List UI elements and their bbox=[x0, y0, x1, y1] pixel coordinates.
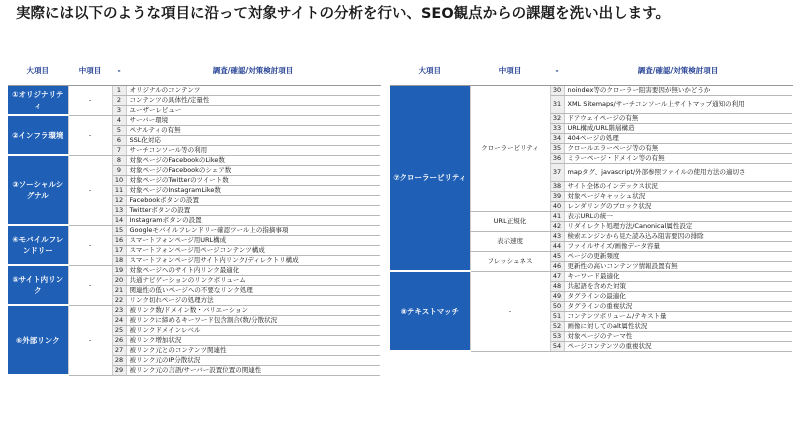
item-number: 25 bbox=[112, 325, 126, 335]
header-major: 大項目 bbox=[8, 57, 68, 85]
item-text: ファイルサイズ/画像データ容量 bbox=[564, 241, 792, 251]
item-number: 14 bbox=[112, 215, 126, 225]
item-number: 8 bbox=[112, 155, 126, 165]
item-text: ユーザーレビュー bbox=[126, 105, 380, 115]
item-number: 52 bbox=[550, 321, 564, 331]
item-text: コンテンツボリューム/テキスト量 bbox=[564, 311, 792, 321]
item-text: スマートフォンページ用URL構成 bbox=[126, 235, 380, 245]
item-text: 共起語を含めた対策 bbox=[564, 281, 792, 291]
item-number: 36 bbox=[550, 153, 564, 163]
item-number: 42 bbox=[550, 221, 564, 231]
item-number: 10 bbox=[112, 175, 126, 185]
mid-category-cell: - bbox=[68, 265, 112, 305]
item-number: 51 bbox=[550, 311, 564, 321]
item-text: 被リンク元のIP分散状況 bbox=[126, 355, 380, 365]
major-category-cell: ⑧テキストマッチ bbox=[390, 271, 470, 351]
mid-category-cell: フレッシュネス bbox=[470, 251, 550, 271]
item-text: Googleモバイルフレンドリー確認ツール上の指摘事項 bbox=[126, 225, 380, 235]
item-number: 12 bbox=[112, 195, 126, 205]
header-dot: - bbox=[112, 57, 126, 85]
item-number: 31 bbox=[550, 95, 564, 113]
analysis-table-right bbox=[390, 57, 793, 352]
table-row bbox=[8, 85, 380, 95]
item-number: 53 bbox=[550, 331, 564, 341]
item-number: 38 bbox=[550, 181, 564, 191]
item-text: リンク切れページの処理方法 bbox=[126, 295, 380, 305]
item-text: 更新性の高いコンテンツ情報設置有無 bbox=[564, 261, 792, 271]
item-number: 27 bbox=[112, 345, 126, 355]
mid-category-cell: - bbox=[68, 305, 112, 375]
major-category-cell: ⑥外部リンク bbox=[8, 305, 68, 375]
item-number: 3 bbox=[112, 105, 126, 115]
item-text: キーワード最適化 bbox=[564, 271, 792, 281]
item-number: 43 bbox=[550, 231, 564, 241]
item-number: 30 bbox=[550, 85, 564, 95]
item-text: SSL化対応 bbox=[126, 135, 380, 145]
table-row bbox=[8, 265, 380, 275]
item-text: URL構成/URL階層構造 bbox=[564, 123, 792, 133]
item-text: Facebookボタンの設置 bbox=[126, 195, 380, 205]
item-number: 40 bbox=[550, 201, 564, 211]
item-text: 対象ページのTwitterのツイート数 bbox=[126, 175, 380, 185]
mid-category-cell: 表示速度 bbox=[470, 231, 550, 251]
item-text: 表示URLの統一 bbox=[564, 211, 792, 221]
item-text: 共通ナビゲーションのリンクボリューム bbox=[126, 275, 380, 285]
item-number: 16 bbox=[112, 235, 126, 245]
item-number: 24 bbox=[112, 315, 126, 325]
mid-category-cell: - bbox=[68, 155, 112, 225]
item-text: 被リンク元の言語/サーバー設置位置の関連性 bbox=[126, 365, 380, 375]
item-number: 13 bbox=[112, 205, 126, 215]
item-number: 28 bbox=[112, 355, 126, 365]
item-text: ページの更新頻度 bbox=[564, 251, 792, 261]
item-number: 47 bbox=[550, 271, 564, 281]
table-row bbox=[8, 225, 380, 235]
item-number: 29 bbox=[112, 365, 126, 375]
item-text: サーバー環境 bbox=[126, 115, 380, 125]
analysis-table-left bbox=[8, 57, 381, 376]
item-text: Twitterボタンの設置 bbox=[126, 205, 380, 215]
item-text: 関連性の低いページへの不要なリンク処理 bbox=[126, 285, 380, 295]
item-number: 49 bbox=[550, 291, 564, 301]
table-header-row bbox=[8, 57, 380, 85]
item-text: タグラインの最適化 bbox=[564, 291, 792, 301]
header-item: 調査/確認/対策検討項目 bbox=[564, 57, 792, 85]
item-text: 検索エンジンから見た読み込み阻害要因の排除 bbox=[564, 231, 792, 241]
item-number: 19 bbox=[112, 265, 126, 275]
item-number: 22 bbox=[112, 295, 126, 305]
item-number: 4 bbox=[112, 115, 126, 125]
item-text: mapタグ、javascript/外部参照ファイルの使用方法の適切さ bbox=[564, 163, 792, 181]
table-row bbox=[390, 271, 792, 281]
item-number: 21 bbox=[112, 285, 126, 295]
page-title: 実際には以下のような項目に沿って対象サイトの分析を行い、SEO観点からの課題を洗い出します。 bbox=[16, 6, 670, 22]
item-number: 15 bbox=[112, 225, 126, 235]
item-number: 18 bbox=[112, 255, 126, 265]
item-number: 1 bbox=[112, 85, 126, 95]
item-number: 9 bbox=[112, 165, 126, 175]
item-text: タグラインの重複状況 bbox=[564, 301, 792, 311]
table-row bbox=[8, 115, 380, 125]
item-number: 35 bbox=[550, 143, 564, 153]
item-text: ミラーページ・ドメイン等の有無 bbox=[564, 153, 792, 163]
item-number: 48 bbox=[550, 281, 564, 291]
item-text: 404ページの処理 bbox=[564, 133, 792, 143]
item-number: 50 bbox=[550, 301, 564, 311]
item-text: 被リンクに締めるキーワード包含割合(数/分散状況 bbox=[126, 315, 380, 325]
item-text: ドアウェイページの有無 bbox=[564, 113, 792, 123]
item-text: noindex等のクローラー阻害要因が無いかどうか bbox=[564, 85, 792, 95]
item-text: 対象ページキャッシュ状況 bbox=[564, 191, 792, 201]
header-major: 大項目 bbox=[390, 57, 470, 85]
item-text: リダイレクト処理方法/Canonical属性設定 bbox=[564, 221, 792, 231]
item-number: 23 bbox=[112, 305, 126, 315]
item-text: 被リンク増加状況 bbox=[126, 335, 380, 345]
mid-category-cell: クローラービリティ bbox=[470, 85, 550, 211]
item-text: 画像に対してのalt属性状況 bbox=[564, 321, 792, 331]
item-number: 5 bbox=[112, 125, 126, 135]
major-category-cell: ③ソーシャルシグナル bbox=[8, 155, 68, 225]
major-category-cell: ②インフラ環境 bbox=[8, 115, 68, 155]
item-text: 被リンク元とのコンテンツ関連性 bbox=[126, 345, 380, 355]
item-text: スマートフォンページ用ページコンテンツ構成 bbox=[126, 245, 380, 255]
mid-category-cell: - bbox=[68, 85, 112, 115]
item-text: 被リンクドメインレベル bbox=[126, 325, 380, 335]
item-text: 対象ページのInstagramLike数 bbox=[126, 185, 380, 195]
mid-category-cell: - bbox=[68, 115, 112, 155]
table-header-row bbox=[390, 57, 792, 85]
item-number: 45 bbox=[550, 251, 564, 261]
item-number: 6 bbox=[112, 135, 126, 145]
header-dot: - bbox=[550, 57, 564, 85]
item-text: 対象ページのテーマ性 bbox=[564, 331, 792, 341]
table-row bbox=[8, 155, 380, 165]
item-text: Instagramボタンの設置 bbox=[126, 215, 380, 225]
item-number: 44 bbox=[550, 241, 564, 251]
item-text: XML Sitemaps/サーチコンソール上サイトマップ通知の利用 bbox=[564, 95, 792, 113]
mid-category-cell: - bbox=[68, 225, 112, 265]
table-row bbox=[390, 85, 792, 95]
major-category-cell: ⑤サイト内リンク bbox=[8, 265, 68, 305]
item-text: オリジナルのコンテンツ bbox=[126, 85, 380, 95]
header-item: 調査/確認/対策検討項目 bbox=[126, 57, 380, 85]
item-number: 34 bbox=[550, 133, 564, 143]
item-text: ペナルティの有無 bbox=[126, 125, 380, 135]
item-number: 2 bbox=[112, 95, 126, 105]
item-text: 対象ページのFacebookのシェア数 bbox=[126, 165, 380, 175]
mid-category-cell: URL正規化 bbox=[470, 211, 550, 231]
item-text: サイト全体のインデックス状況 bbox=[564, 181, 792, 191]
item-number: 33 bbox=[550, 123, 564, 133]
header-mid: 中項目 bbox=[68, 57, 112, 85]
item-number: 41 bbox=[550, 211, 564, 221]
item-text: 被リンク数/ドメイン数・バリエーション bbox=[126, 305, 380, 315]
item-number: 46 bbox=[550, 261, 564, 271]
item-text: レンダリングのブロック状況 bbox=[564, 201, 792, 211]
item-text: サーチコンソール等の利用 bbox=[126, 145, 380, 155]
item-number: 37 bbox=[550, 163, 564, 181]
table-row bbox=[8, 305, 380, 315]
item-text: クロールエラーページ等の有無 bbox=[564, 143, 792, 153]
item-text: コンテンツの具体性/定量性 bbox=[126, 95, 380, 105]
item-number: 54 bbox=[550, 341, 564, 351]
major-category-cell: ⑦クローラービリティ bbox=[390, 85, 470, 271]
item-number: 11 bbox=[112, 185, 126, 195]
item-number: 39 bbox=[550, 191, 564, 201]
major-category-cell: ①オリジナリティ bbox=[8, 85, 68, 115]
item-text: 対象ページへのサイト内リンク最適化 bbox=[126, 265, 380, 275]
header-mid: 中項目 bbox=[470, 57, 550, 85]
item-text: ページコンテンツの重複状況 bbox=[564, 341, 792, 351]
item-number: 32 bbox=[550, 113, 564, 123]
item-text: 対象ページのFacebookのLike数 bbox=[126, 155, 380, 165]
major-category-cell: ④モバイルフレンドリー bbox=[8, 225, 68, 265]
item-text: スマートフォンページ用サイト内リンク/ディレクトリ構成 bbox=[126, 255, 380, 265]
item-number: 17 bbox=[112, 245, 126, 255]
item-number: 26 bbox=[112, 335, 126, 345]
item-number: 7 bbox=[112, 145, 126, 155]
mid-category-cell: - bbox=[470, 271, 550, 351]
item-number: 20 bbox=[112, 275, 126, 285]
